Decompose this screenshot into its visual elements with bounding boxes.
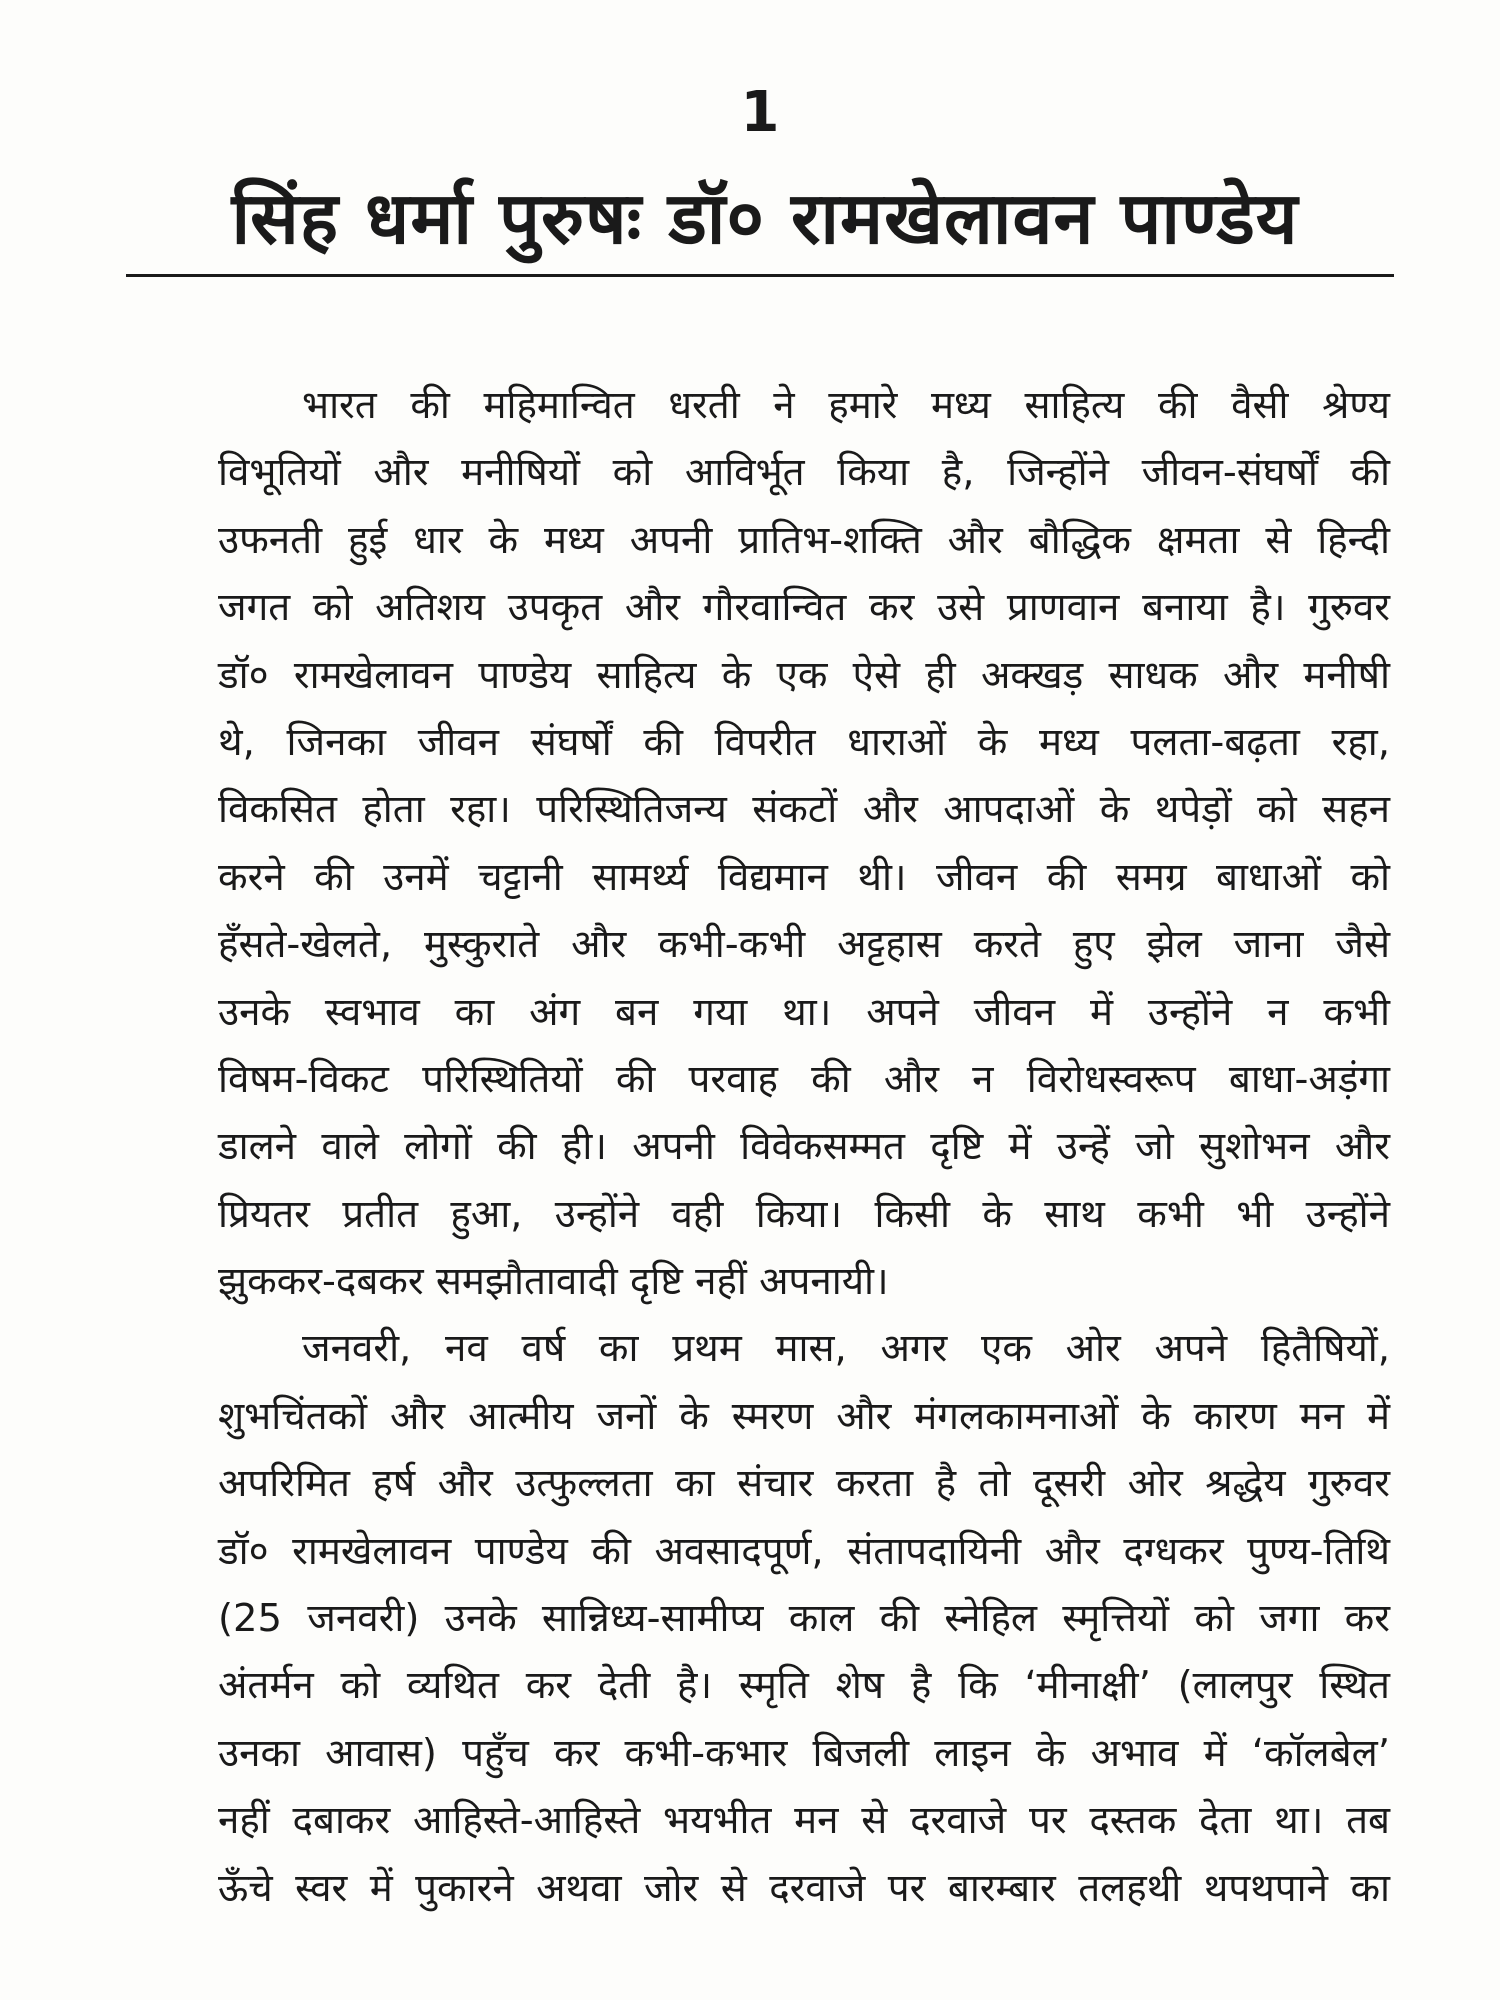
paragraph-1	[130, 372, 1390, 1315]
text-line: डॉ० रामखेलावन पाण्डेय साहित्य के एक ऐसे ही अक्खड़ साधक और मनीषी	[218, 652, 1390, 698]
text-line: विषम-विकट परिस्थितियों की परवाह की और न विरोधस्वरूप बाधा-अड़ंगा	[218, 1056, 1390, 1102]
text-line: झुककर-दबकर समझौतावादी दृष्टि नहीं अपनायी।	[218, 1259, 889, 1305]
text-line: भारत की महिमान्वित धरती ने हमारे मध्य साहित्य की वैसी श्रेण्य	[302, 383, 1390, 428]
text-line: शुभचिंतकों और आत्मीय जनों के स्मरण और मंगलकामनाओं के कारण मन में	[218, 1393, 1390, 1439]
text-line: ऊँचे स्वर में पुकारने अथवा जोर से दरवाजे पर बारम्बार तलहथी थपथपाने का	[218, 1865, 1390, 1911]
text-line: थे, जिनका जीवन संघर्षों की विपरीत धाराओं के मध्य पलता-बढ़ता रहा,	[218, 719, 1390, 765]
title-divider	[126, 274, 1394, 277]
text-line: जनवरी, नव वर्ष का प्रथम मास, अगर एक ओर अपने हितैषियों,	[302, 1326, 1390, 1372]
text-line: अपरिमित हर्ष और उत्फुल्लता का संचार करता है तो दूसरी ओर श्रद्धेय गुरुवर	[218, 1461, 1390, 1507]
text-line: प्रियतर प्रतीत हुआ, उन्होंने वही किया। किसी के साथ कभी भी उन्होंने	[218, 1191, 1390, 1237]
text-line: डॉ० रामखेलावन पाण्डेय की अवसादपूर्ण, संतापदायिनी और दग्धकर पुण्य-तिथि	[218, 1528, 1390, 1574]
text-line: उफनती हुई धार के मध्य अपनी प्रातिभ-शक्ति और बौद्धिक क्षमता से हिन्दी	[218, 517, 1390, 563]
text-line: जगत को अतिशय उपकृत और गौरवान्वित कर उसे प्राणवान बनाया है। गुरुवर	[218, 585, 1390, 631]
text-line: उनके स्वभाव का अंग बन गया था। अपने जीवन में उन्होंने न कभी	[218, 989, 1390, 1035]
chapter-title: सिंह धर्मा पुरुषः डॉ० रामखेलावन पाण्डेय	[231, 176, 1299, 260]
text-line: नहीं दबाकर आहिस्ते-आहिस्ते भयभीत मन से दरवाजे पर दस्तक देता था। तब	[218, 1798, 1390, 1844]
text-line: विभूतियों और मनीषियों को आविर्भूत किया है, जिन्होंने जीवन-संघर्षों की	[218, 450, 1390, 496]
body-text	[130, 372, 1390, 1922]
text-line: (25 जनवरी) उनके सान्निध्य-सामीप्य काल की स्नेहिल स्मृत्तियों को जगा कर	[218, 1596, 1390, 1642]
text-line: विकसित होता रहा। परिस्थितिजन्य संकटों और आपदाओं के थपेड़ों को सहन	[218, 787, 1390, 833]
text-line: हँसते-खेलते, मुस्कुराते और कभी-कभी अट्टहास करते हुए झेल जाना जैसे	[218, 922, 1390, 968]
text-line: अंतर्मन को व्यथित कर देती है। स्मृति शेष है कि ‘मीनाक्षी’ (लालपुर स्थित	[218, 1663, 1390, 1709]
text-line: डालने वाले लोगों की ही। अपनी विवेकसम्मत दृष्टि में उन्हें जो सुशोभन और	[218, 1124, 1390, 1170]
text-line: करने की उनमें चट्टानी सामर्थ्य विद्यमान थी। जीवन की समग्र बाधाओं को	[218, 854, 1390, 900]
chapter-number: 1	[740, 80, 780, 145]
paragraph-2	[130, 1315, 1390, 1922]
text-line: उनका आवास) पहुँच कर कभी-कभार बिजली लाइन के अभाव में ‘कॉलबेल’	[218, 1730, 1390, 1776]
